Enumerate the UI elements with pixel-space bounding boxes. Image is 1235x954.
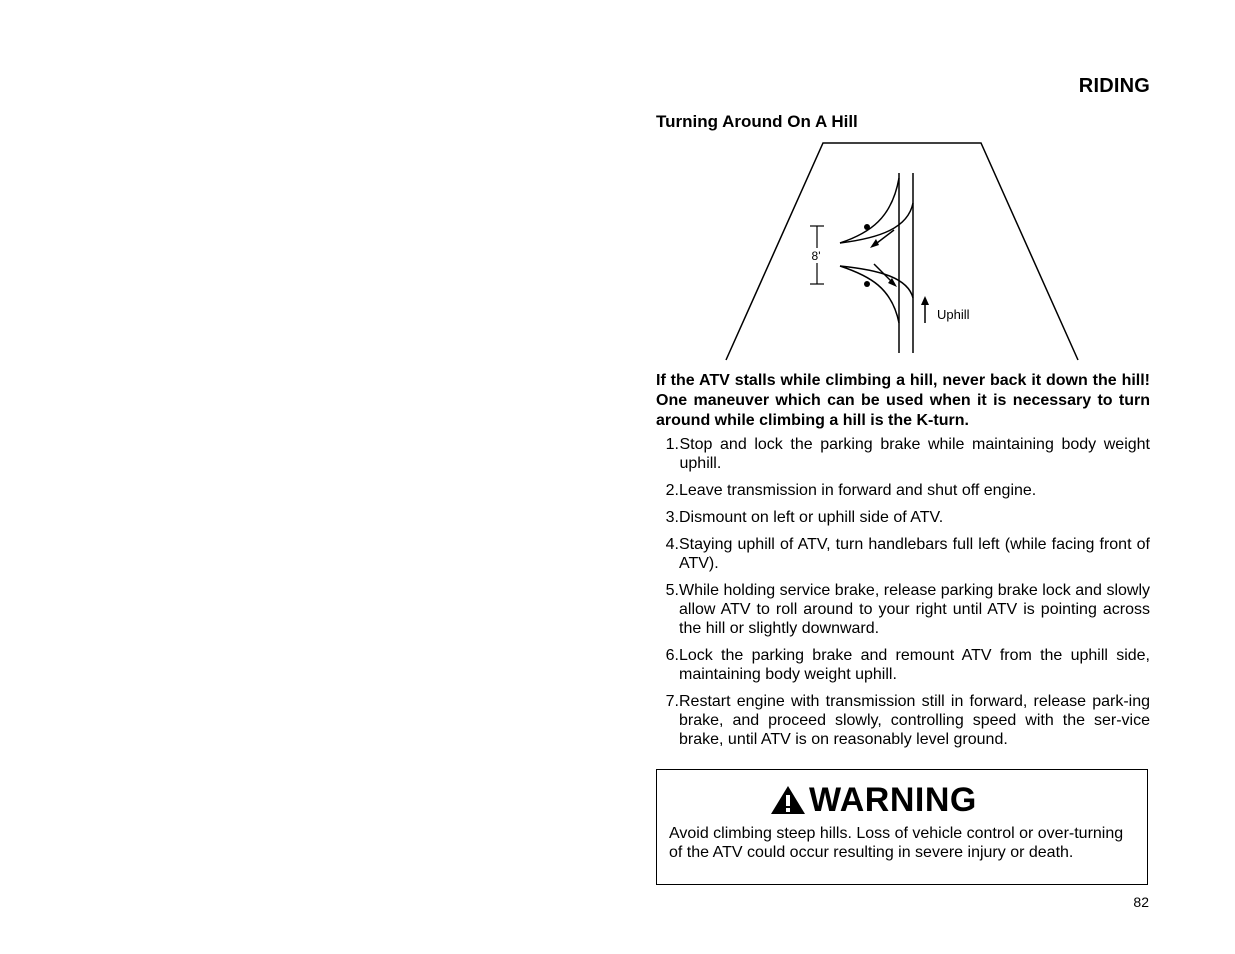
step-item: 5. While holding service brake, release parking brake lock and slowly allow ATV to roll around to your right until ATV is pointing across the hill or slightly downward. — [665, 582, 1150, 637]
warning-title: WARNING — [809, 780, 977, 819]
warning-text: Avoid climbing steep hills. Loss of vehicle control or over-turning of the ATV could occur resulting in severe injury or death. — [669, 825, 1124, 861]
hill-outline — [726, 143, 1078, 360]
intro-paragraph: If the ATV stalls while climbing a hill, never back it down the hill! One maneuver which can be used when it is necessary to turn around while climbing a hill is the K-turn. — [656, 372, 1150, 429]
section-title: RIDING — [1078, 75, 1150, 97]
uphill-label: Uphill — [937, 307, 970, 322]
step-item: 7. Restart engine with transmission still in forward, release park-ing brake, and proceed slowly, controlling speed with the ser-vice brake, until ATV is on reasonably level ground. — [665, 693, 1150, 748]
marker-dot-bottom — [864, 281, 870, 287]
distance-label: 8' — [811, 249, 821, 263]
arrow-upper-head — [870, 239, 879, 248]
uphill-arrow-head — [921, 296, 929, 305]
page-number: 82 — [1133, 894, 1149, 910]
marker-dot-top — [864, 224, 870, 230]
warning-triangle-icon — [769, 784, 807, 816]
k-turn-path-lower — [840, 266, 899, 323]
step-item: 6. Lock the parking brake and remount ATV from the uphill side, maintaining body weight uphill. — [665, 647, 1150, 683]
k-turn-diagram — [720, 138, 1085, 368]
step-item: 4. Staying uphill of ATV, turn handlebars full left (while facing front of ATV). — [665, 536, 1150, 572]
section-heading: Turning Around On A Hill — [656, 112, 858, 131]
warning-box — [656, 769, 1148, 885]
step-item: 3. Dismount on left or uphill side of ATV. — [665, 509, 944, 526]
step-item: 1. Stop and lock the parking brake while maintaining body weight uphill. — [665, 436, 1150, 472]
warning-heading — [769, 780, 977, 820]
k-turn-steps — [656, 435, 1150, 757]
k-turn-path-lower-inner — [840, 266, 913, 298]
step-item: 2. Leave transmission in forward and shut off engine. — [665, 482, 1037, 499]
